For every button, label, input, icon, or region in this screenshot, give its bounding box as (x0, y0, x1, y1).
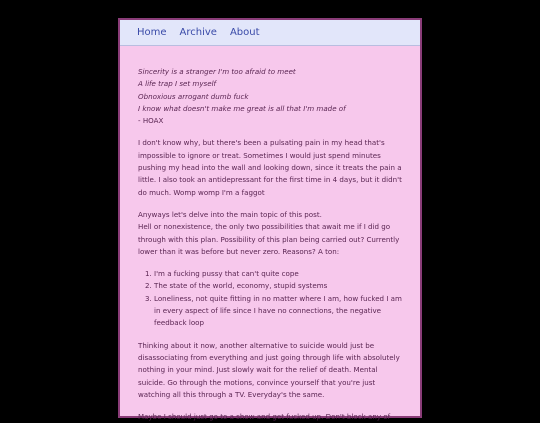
poem-line: Sincerity is a stranger I'm too afraid to meet (138, 67, 296, 76)
post-line: Anyways let's delve into the main topic of this post. (138, 209, 322, 219)
reasons-list (138, 268, 404, 329)
nav-bar (120, 20, 420, 46)
post-paragraph: Thinking about it now, another alternative to suicide would just be disassociating from everything and just going through life with absolutely nothing in your mind. Just slowly wait for the relief of death. Mental suicide. Go through the motions, convince yourself that you're just watching all this through a TV. Everyday's the same. (138, 340, 400, 399)
nav-home-link[interactable]: Home (137, 27, 167, 38)
list-item: 1. I'm a fucking pussy that can't quite cope (154, 268, 404, 280)
poem-line: I know what doesn't make me great is all that I'm made of (138, 103, 346, 113)
poem-block (138, 66, 404, 127)
post-content (120, 46, 420, 423)
post-line: Hell or nonexistence, the only two possibilities that await me if I did go through with this plan. Possibility of this plan being carried out? Currently lower than it was before but never zero. Reasons? A ton: (138, 222, 400, 256)
list-item: 3. Loneliness, not quite fitting in no matter where I am, how fucked I am in every aspect of life since I have no connections, the negative feedback loop (154, 293, 404, 330)
nav-about-link[interactable]: About (229, 27, 260, 38)
poem-line: Obnoxious arrogant dumb fuck (138, 91, 249, 101)
post-paragraph (138, 209, 404, 258)
nav-archive-link[interactable]: Archive (179, 27, 217, 38)
poem-attribution: - HOAX (138, 116, 164, 126)
post-paragraph: I don't know why, but there's been a pulsating pain in my head that's impossible to ignore or treat. Sometimes I would just spend minutes pushing my head into the wall and looking down, since it treats the pain a little. I also took an antidepressant for the first time in 4 days, but it didn't do much. Womp womp I'm a faggot (138, 138, 402, 197)
post-paragraph: Maybe I should just go to a show and get fucked up. Don't block any of (138, 412, 391, 422)
list-item: 2. The state of the world, economy, stupid systems (154, 280, 404, 292)
poem-line: A life trap I set myself (138, 79, 217, 89)
blog-panel (118, 18, 422, 422)
